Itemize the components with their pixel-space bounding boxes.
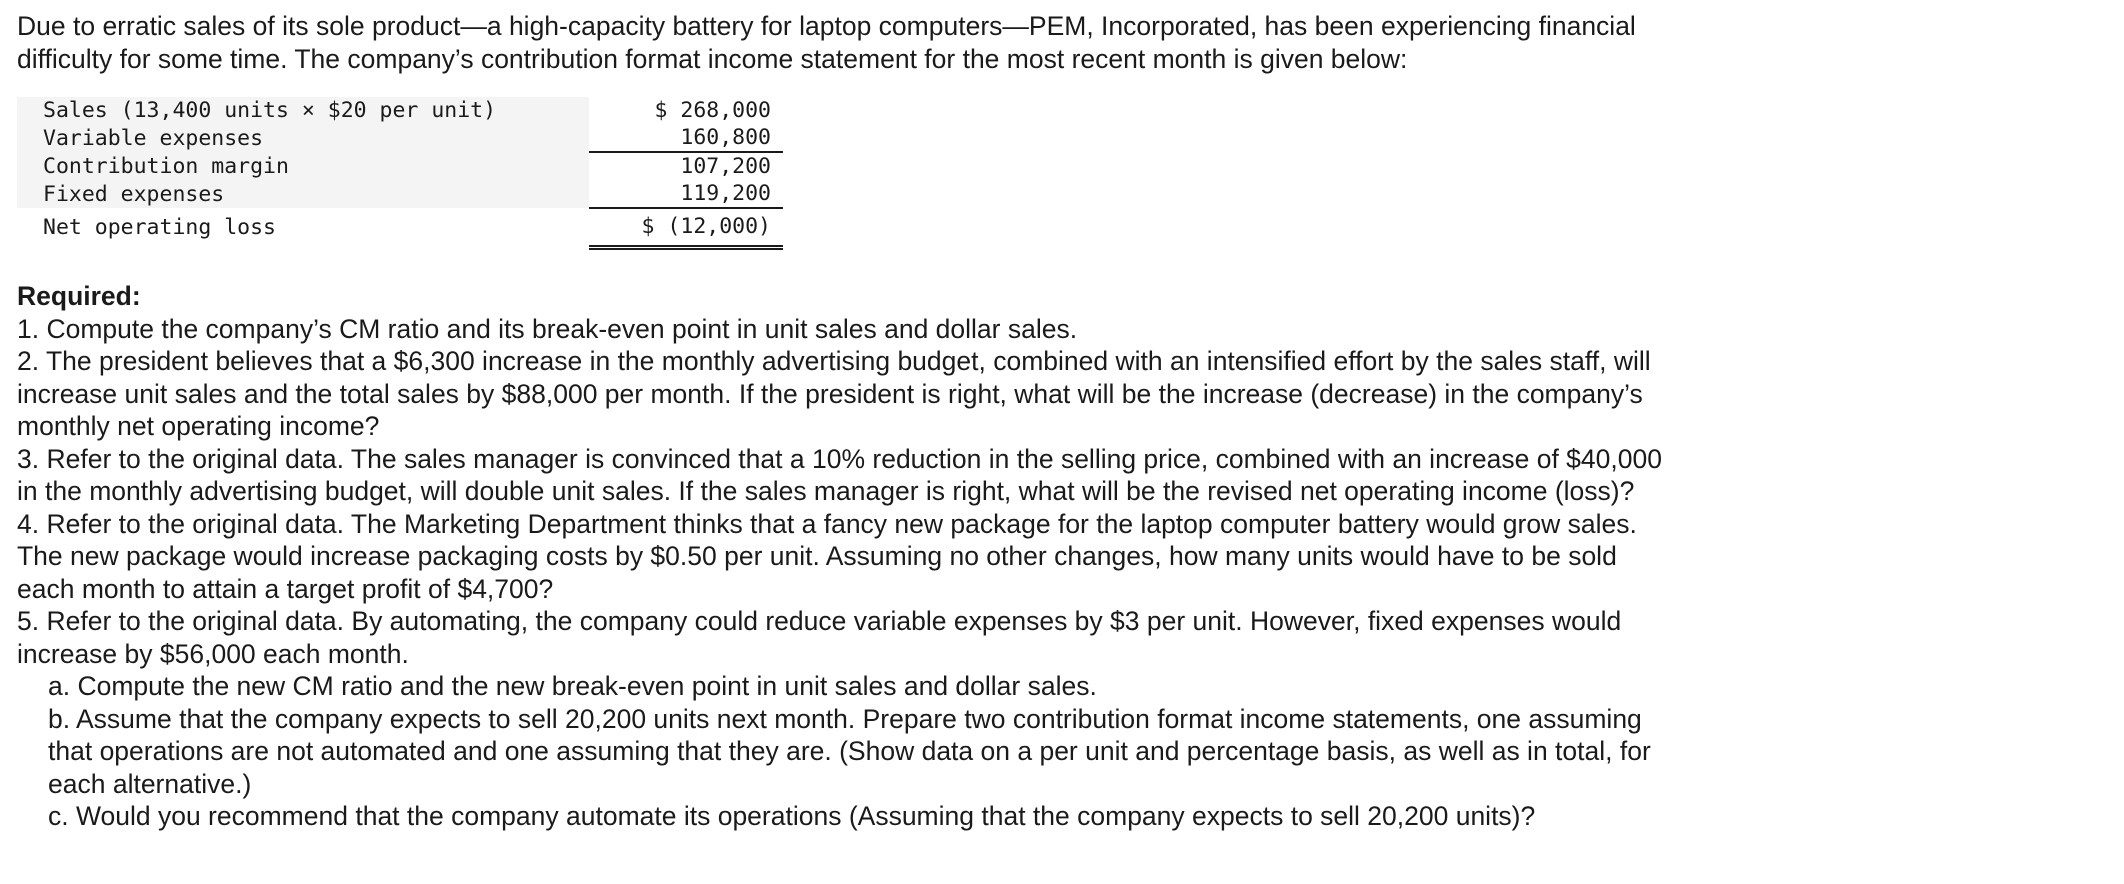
sub-requirement-item: b. Assume that the company expects to sell 20,200 units next month. Prepare two contribution format income statements, one assuming that operations are not automated and one assuming that they are. (Show data on a per unit and percentage basis, as well as in total, for each alternative.): [48, 703, 1651, 799]
statement-amount: 119,200: [589, 180, 783, 208]
income-statement-table: [17, 97, 783, 250]
statement-label: Sales (13,400 units × $20 per unit): [17, 97, 589, 124]
statement-amount: $ (12,000): [589, 208, 783, 248]
statement-amount: 107,200: [589, 152, 783, 180]
statement-label: Net operating loss: [43, 214, 276, 240]
statement-label: Contribution margin: [17, 152, 589, 180]
statement-row-fixed-expenses: [17, 180, 783, 208]
requirement-item: 3. Refer to the original data. The sales manager is convinced that a 10% reduction in the selling price, combined with an increase of $40,000 in the monthly advertising budget, will double unit sales. If the sales manager is right, what will be the revised net operating income (loss)?: [17, 443, 1662, 506]
statement-row-variable-expenses: [17, 124, 783, 152]
statement-row-net-operating-loss: [17, 208, 783, 248]
requirement-item: 2. The president believes that a $6,300 increase in the monthly advertising budget, combined with an intensified effort by the sales staff, will increase unit sales and the total sales by $88,000 per month. If the president is right, what will be the increase (decrease) in the company’s monthly net operating income?: [17, 346, 1651, 441]
requirement-item: 1. Compute the company’s CM ratio and its break-even point in unit sales and dollar sales.: [17, 313, 1078, 344]
statement-row-contribution-margin: [17, 152, 783, 180]
statement-label: Fixed expenses: [17, 180, 589, 208]
statement-row-sales: [17, 97, 783, 124]
requirement-item: 5. Refer to the original data. By automating, the company could reduce variable expenses by $3 per unit. However, fixed expenses would increase by $56,000 each month.: [17, 606, 1622, 669]
statement-label: Variable expenses: [17, 124, 589, 152]
statement-amount: $ 268,000: [589, 97, 783, 124]
required-heading: Required:: [17, 281, 141, 311]
sub-requirement-item: a. Compute the new CM ratio and the new break-even point in unit sales and dollar sales.: [48, 671, 1097, 701]
requirement-item: 4. Refer to the original data. The Marketing Department thinks that a fancy new package for the laptop computer battery would grow sales. The new package would increase packaging costs by $0.50 per unit. Assuming no other changes, how many units would have to be sold each month to attain a target profit of $4,700?: [17, 508, 1637, 604]
problem-document: [17, 10, 1677, 833]
sub-requirement-item: c. Would you recommend that the company automate its operations (Assuming that the company expects to sell 20,200 units)?: [48, 801, 1536, 831]
statement-amount: 160,800: [589, 124, 783, 152]
intro-paragraph: Due to erratic sales of its sole product—a high-capacity battery for laptop computers—PEM, Incorporated, has been experiencing financial difficulty for some time. The company’s contribution format income statement for the most recent month is given below:: [17, 11, 1636, 74]
requirements-list: [17, 313, 1677, 833]
